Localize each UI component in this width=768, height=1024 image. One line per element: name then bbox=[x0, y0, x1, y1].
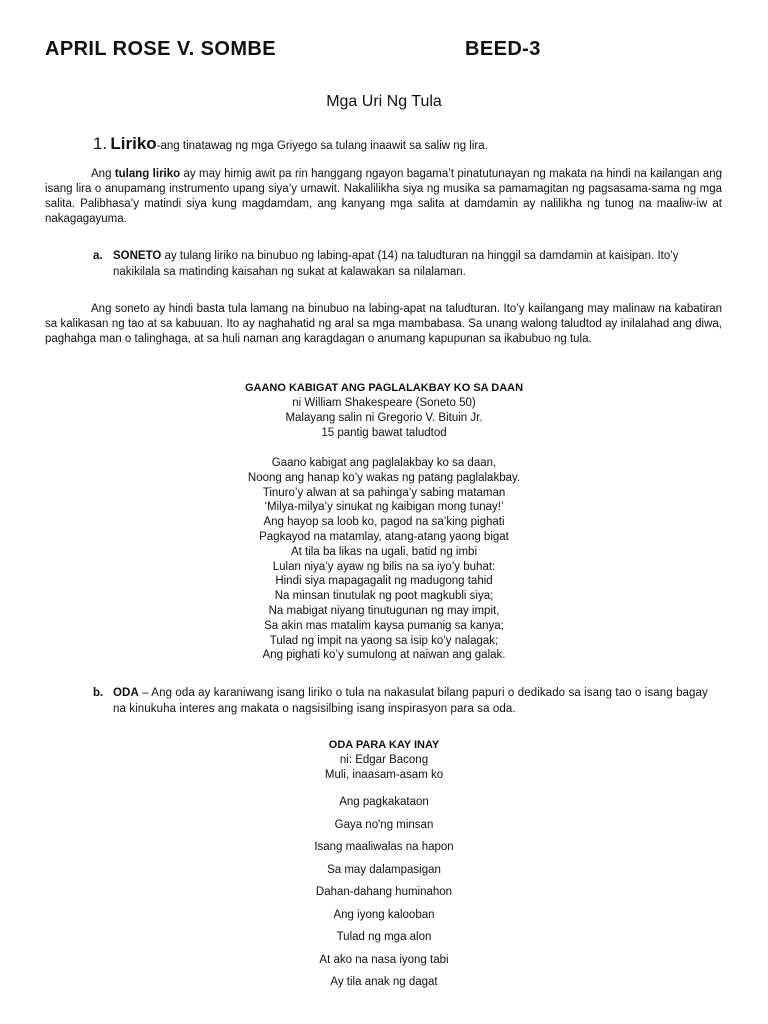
poem-line: At ako na nasa iyong tabi bbox=[319, 953, 449, 966]
poem2-title: ODA PARA KAY INAY bbox=[328, 739, 440, 751]
poem-line: Dahan-dahang huminahon bbox=[315, 886, 453, 898]
paragraph-soneto: Ang soneto ay hindi basta tula lamang na binubuo na labing-apat na taludturan. Ito’y kailangang may malinaw na kabatiran sa kalikasan ng tao at sa kabuuan. Ito ay naghahatid ng aral sa mga mambabasa. Sa unang walong taludtod ay inilalahad ang diwa, paghahga man o talinghaga, at sa huli naman ang karagdagan o anumang kapupunan sa ikabubuo ng tula. bbox=[45, 303, 722, 345]
section-liriko-heading bbox=[93, 134, 488, 154]
poem-line: Ang iyong kalooban bbox=[333, 908, 435, 921]
para1-rest: ay may himig awit pa rin hanggang ngayon bagama’t pinatutunayan ng makata na hindi na kailangan ang isang lira o anupamang instrumento upang siya’y umawit. Nakalilikha siya ng musika sa pamamagitan ng pagsasama-sama ng mga salita. Palibhasa’y matindi siya kung magdamdam, ang kanyang mga salita at damdamin ay nalilikha ng tunog na maaliw-iw at nakagagayuma. bbox=[45, 168, 722, 225]
poem2-author: ni: Edgar Bacong bbox=[339, 754, 429, 766]
para1-bold-term: tulang liriko bbox=[114, 168, 181, 180]
soneto-definition: ay tulang liriko na binubuo ng labing-apat (14) na taludturan na hinggil sa damdamin at kaisipan. Ito’y nakikilala sa matinding kaisahan ng sukat at kalawakan sa nilalaman. bbox=[113, 250, 679, 278]
poem1-meter: 15 pantig bawat taludtod bbox=[321, 427, 447, 439]
oda-definition: – Ang oda ay karaniwang isang liriko o tula na nakasulat bilang papuri o dedikado sa isang tao o isang bagay na kinukuha interes ang makata o nagsisilbing isang inspirasyon para sa oda. bbox=[113, 687, 708, 715]
poem-line: Sa akin mas matalim kaysa pumanig sa kanya; bbox=[264, 619, 504, 632]
poem-line: Tulad ng impit na yaong sa isip ko’y nalagak; bbox=[269, 634, 499, 647]
list-item-soneto bbox=[93, 249, 723, 280]
oda-keyword: ODA bbox=[113, 687, 139, 699]
list-item-oda bbox=[93, 686, 723, 717]
section-keyword: Liriko bbox=[110, 134, 157, 153]
author-name: APRIL ROSE V. SOMBE bbox=[45, 38, 276, 60]
poem-line: Ay tila anak ng dagat bbox=[330, 976, 438, 988]
poem1-translator: Malayang salin ni Gregorio V. Bituin Jr. bbox=[285, 412, 483, 424]
poem-line: Pagkayod na matamlay, atang-atang yaong bigat bbox=[259, 530, 509, 543]
poem-line: Muli, inaasam-asam ko bbox=[324, 769, 444, 781]
poem-line: Na mabigat niyang tinutugunan ng may impit, bbox=[268, 604, 500, 617]
soneto-keyword: SONETO bbox=[113, 250, 162, 262]
poem-line: Tinuro’y alwan at sa pahinga’y sabing mataman bbox=[262, 486, 506, 499]
page-title: Mga Uri Ng Tula bbox=[326, 93, 442, 110]
header bbox=[45, 38, 725, 64]
poem-line: ‘Milya-milya’y sinukat ng kaibigan mong tunay!’ bbox=[264, 501, 504, 514]
poem-soneto-50 bbox=[0, 381, 768, 663]
poem-oda-para-kay-inay bbox=[0, 738, 768, 994]
poem-line: Noong ang hanap ko’y wakas ng patang paglalakbay. bbox=[247, 471, 521, 484]
list-marker-a: a. bbox=[93, 250, 103, 262]
section-definition: -ang tinatawag ng mga Griyego sa tulang inaawit sa saliw ng lira. bbox=[156, 140, 488, 152]
poem-line: Ang hayop sa loob ko, pagod na sa’king pighati bbox=[263, 516, 505, 529]
poem1-author: ni William Shakespeare (Soneto 50) bbox=[292, 397, 476, 409]
poem-line: Sa may dalampasigan bbox=[327, 863, 441, 876]
list-marker-b: b. bbox=[93, 687, 104, 699]
poem-line: Na minsan tinutulak ng poot magkubli siya; bbox=[274, 590, 494, 603]
poem-line: Isang maaliwalas na hapon bbox=[314, 841, 454, 853]
poem-line: Tulad ng mga alon bbox=[336, 931, 432, 943]
poem-line: Ang pighati ko’y sumulong at naiwan ang galak. bbox=[262, 649, 506, 662]
poem-line: Ang pagkakataon bbox=[339, 796, 429, 808]
poem-line: Gaya no'ng minsan bbox=[334, 818, 434, 831]
paragraph-tulang-liriko bbox=[45, 167, 722, 227]
poem1-title: GAANO KABIGAT ANG PAGLALAKBAY KO SA DAAN bbox=[244, 382, 524, 394]
course-label: BEED-3 bbox=[465, 38, 541, 60]
poem-line: Lulan niya’y ayaw ng bilis na sa iyo’y buhat: bbox=[272, 560, 496, 573]
poem-line: At tila ba likas na ugali, batid ng imbi bbox=[290, 545, 478, 558]
poem-line: Gaano kabigat ang paglalakbay ko sa daan, bbox=[271, 457, 497, 469]
section-number: 1. bbox=[93, 134, 108, 153]
para1-lead: Ang bbox=[91, 168, 115, 180]
poem-line: Hindi siya mapagagalit ng madugong tahid bbox=[275, 575, 493, 588]
